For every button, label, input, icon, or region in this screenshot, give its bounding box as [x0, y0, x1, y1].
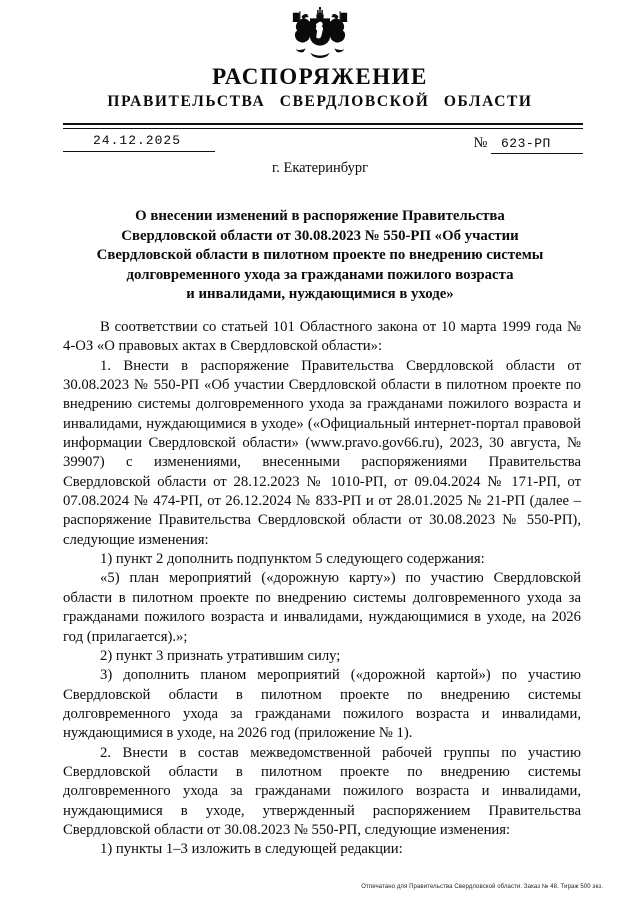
title-line: Свердловской области от 30.08.2023 № 550-РП «Об участии	[121, 227, 519, 244]
body-paragraph: 3) дополнить планом мероприятий («дорожной картой») по участию Свердловской области в пилотном проекте по внедрению системы долговременного ухода за гражданами пожилого возраста и инвалидами, нуждающимися в уходе, на 2026 год (приложение № 1).	[63, 667, 581, 742]
body-paragraph: 1. Внести в распоряжение Правительства Свердловской области от 30.08.2023 № 550-РП «Об участии Свердловской области в пилотном проекте по внедрению системы долговременного ухода за гражданами пожилого возраста и инвалидами, нуждающимися в уходе» («Официальный интернет-портал правовой информации Свердловской области» (www.pravo.gov66.ru), 2023, 30 августа, № 39907) с изменениями, внесенными распоряжениями Правительства Свердловской области от 28.12.2023 № 1010-РП, от 09.04.2024 № 171-РП, от 07.08.2024 № 474-РП, от 26.12.2024 № 833-РП и от 28.01.2025 № 21-РП (далее – распоряжение Правительства Свердловской области от 30.08.2023 № 550-РП), следующие изменения:	[63, 357, 581, 548]
header-divider	[63, 123, 583, 129]
body-paragraph: 2. Внести в состав межведомственной рабочей группы по участию Свердловской области в пилотном проекте по внедрению системы долговременного ухода за гражданами пожилого возраста и инвалидами, нуждающимися в уходе, утвержденный распоряжением Правительства Свердловской области от 30.08.2023 № 550-РП, следующие изменения:	[63, 744, 581, 838]
document-type-heading: РАСПОРЯЖЕНИЕ	[212, 64, 428, 89]
body-paragraph: 1) пункты 1–3 изложить в следующей редакции:	[100, 841, 403, 858]
print-imprint: Отпечатано для Правительства Свердловской области. Заказ № 48. Тираж 500 экз.	[361, 884, 603, 890]
issuing-authority-heading: ПРАВИТЕЛЬСТВА СВЕРДЛОВСКОЙ ОБЛАСТИ	[107, 93, 533, 110]
document-title	[70, 207, 570, 305]
document-date: 24.12.2025	[63, 133, 215, 152]
document-number-block	[474, 135, 583, 154]
title-line: долговременного ухода за гражданами пожилого возраста	[126, 266, 514, 283]
issuing-city: г. Екатеринбург	[271, 160, 369, 176]
title-line: Свердловской области в пилотном проекте по внедрению системы	[96, 247, 544, 264]
body-paragraph: 1) пункт 2 дополнить подпунктом 5 следующего содержания:	[100, 551, 485, 568]
document-number: 623-РП	[491, 136, 583, 154]
body-paragraph: «5) план мероприятий («дорожную карту») по участию Свердловской области в пилотном проекте по внедрению системы долговременного ухода за гражданами пожилого возраста и инвалидами, нуждающимися в уходе, на 2026 год (прилагается).»;	[63, 570, 581, 645]
document-body	[63, 318, 581, 860]
title-line: и инвалидами, нуждающимися в уходе»	[186, 286, 454, 303]
coat-of-arms-icon	[277, 7, 363, 67]
title-line: О внесении изменений в распоряжение Правительства	[135, 208, 505, 224]
body-paragraph: В соответствии со статьей 101 Областного закона от 10 марта 1999 года № 4-ОЗ «О правовых актах в Свердловской области»:	[63, 319, 581, 355]
number-sign-label: №	[473, 135, 488, 151]
body-paragraph: 2) пункт 3 признать утратившим силу;	[100, 647, 341, 664]
